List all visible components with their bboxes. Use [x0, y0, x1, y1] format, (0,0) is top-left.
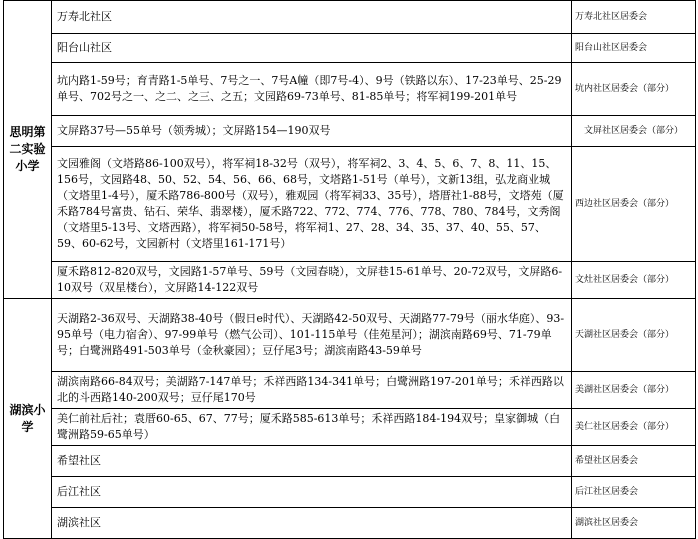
committee-cell: 西边社区居委会（部分） [572, 147, 696, 262]
area-cell: 文园雅阁（文塔路86-100双号），将军祠18-32号（双号），将军祠2、3、4、5、6、7、8、11、15、156号，文园路48、50、52、54、56、66、68号，文塔路1-51号（单号），文新13组，弘龙商业城（文塔里1-4号），厦禾路786-800号（双号），雅观园（将军祠33、35号），塔厝社1-88号，文塔苑（厦禾路784号富贵、钻石、荣华、翡翠楼），厦禾路722、772、774、776、778、780、784号，文秀阁（文塔里5-13号、文塔西路），将军祠50-58号，将军祠1、27、28、34、35、37、40、55、57、59、60-62号，文园新村（文塔里161-171号） [52, 147, 572, 262]
area-cell: 坑内路1-59号；育青路1-5单号、7号之一、7号A幢（即7号-4）、9号（铁路以东）、17-23单号、25-29单号、702号之一、之二、之三、之五；文园路69-73单号、81-85单号；将军祠199-201单号 [52, 63, 572, 116]
table-row [4, 299, 696, 372]
area-cell: 美仁前社后社；袁厝60-65、67、77号；厦禾路585-613单号；禾祥西路184-194双号；皇家御城（白鹭洲路59-65单号） [52, 409, 572, 446]
school-district-table [3, 0, 696, 539]
committee-cell: 万寿北社区居委会 [572, 1, 696, 34]
committee-cell: 阳台山社区居委会 [572, 34, 696, 63]
committee-cell: 天湖社区居委会（部分） [572, 299, 696, 372]
area-cell: 厦禾路812-820双号，文园路1-57单号、59号（文园春晓），文屏巷15-61单号、20-72双号，文屏路6-10双号（双星楼台），文屏路14-122双号 [52, 262, 572, 299]
area-cell: 湖滨社区 [52, 508, 572, 539]
table-row [4, 446, 696, 477]
area-cell: 希望社区 [52, 446, 572, 477]
school-name-cell: 思明第二实验小学 [4, 1, 52, 299]
table-row [4, 477, 696, 508]
table-row [4, 147, 696, 262]
table-row [4, 63, 696, 116]
committee-cell: 坑内社区居委会（部分） [572, 63, 696, 116]
committee-cell: 希望社区居委会 [572, 446, 696, 477]
table-row [4, 1, 696, 34]
area-cell: 阳台山社区 [52, 34, 572, 63]
committee-cell: 后江社区居委会 [572, 477, 696, 508]
committee-cell: 湖滨社区居委会 [572, 508, 696, 539]
committee-cell: 美湖社区居委会（部分） [572, 372, 696, 409]
table-row [4, 34, 696, 63]
area-cell: 湖滨南路66-84双号；美湖路7-147单号；禾祥西路134-341单号；白鹭洲路197-201单号；禾祥西路以北的斗西路140-200双号；豆仔尾170号 [52, 372, 572, 409]
area-cell: 万寿北社区 [52, 1, 572, 34]
table-row [4, 508, 696, 539]
table-row [4, 116, 696, 147]
area-cell: 天湖路2-36双号、天湖路38-40号（假日e时代）、天湖路42-50双号、天湖路77-79号（丽水华庭）、93-95单号（电力宿舍）、97-99单号（燃气公司）、101-115单号（佳苑星河）；湖滨南路69号、71-79单号；白鹭洲路491-503单号（金秋豪园）；豆仔尾3号；湖滨南路43-59单号 [52, 299, 572, 372]
committee-cell: 文屏社区居委会（部分） [572, 116, 696, 147]
area-cell: 文屏路37号—55单号（领秀城）；文屏路154—190双号 [52, 116, 572, 147]
school-name-cell: 湖滨小学 [4, 299, 52, 539]
table-row [4, 409, 696, 446]
committee-cell: 美仁社区居委会（部分） [572, 409, 696, 446]
committee-cell: 文灶社区居委会（部分） [572, 262, 696, 299]
table-row [4, 262, 696, 299]
area-cell: 后江社区 [52, 477, 572, 508]
table-row [4, 372, 696, 409]
